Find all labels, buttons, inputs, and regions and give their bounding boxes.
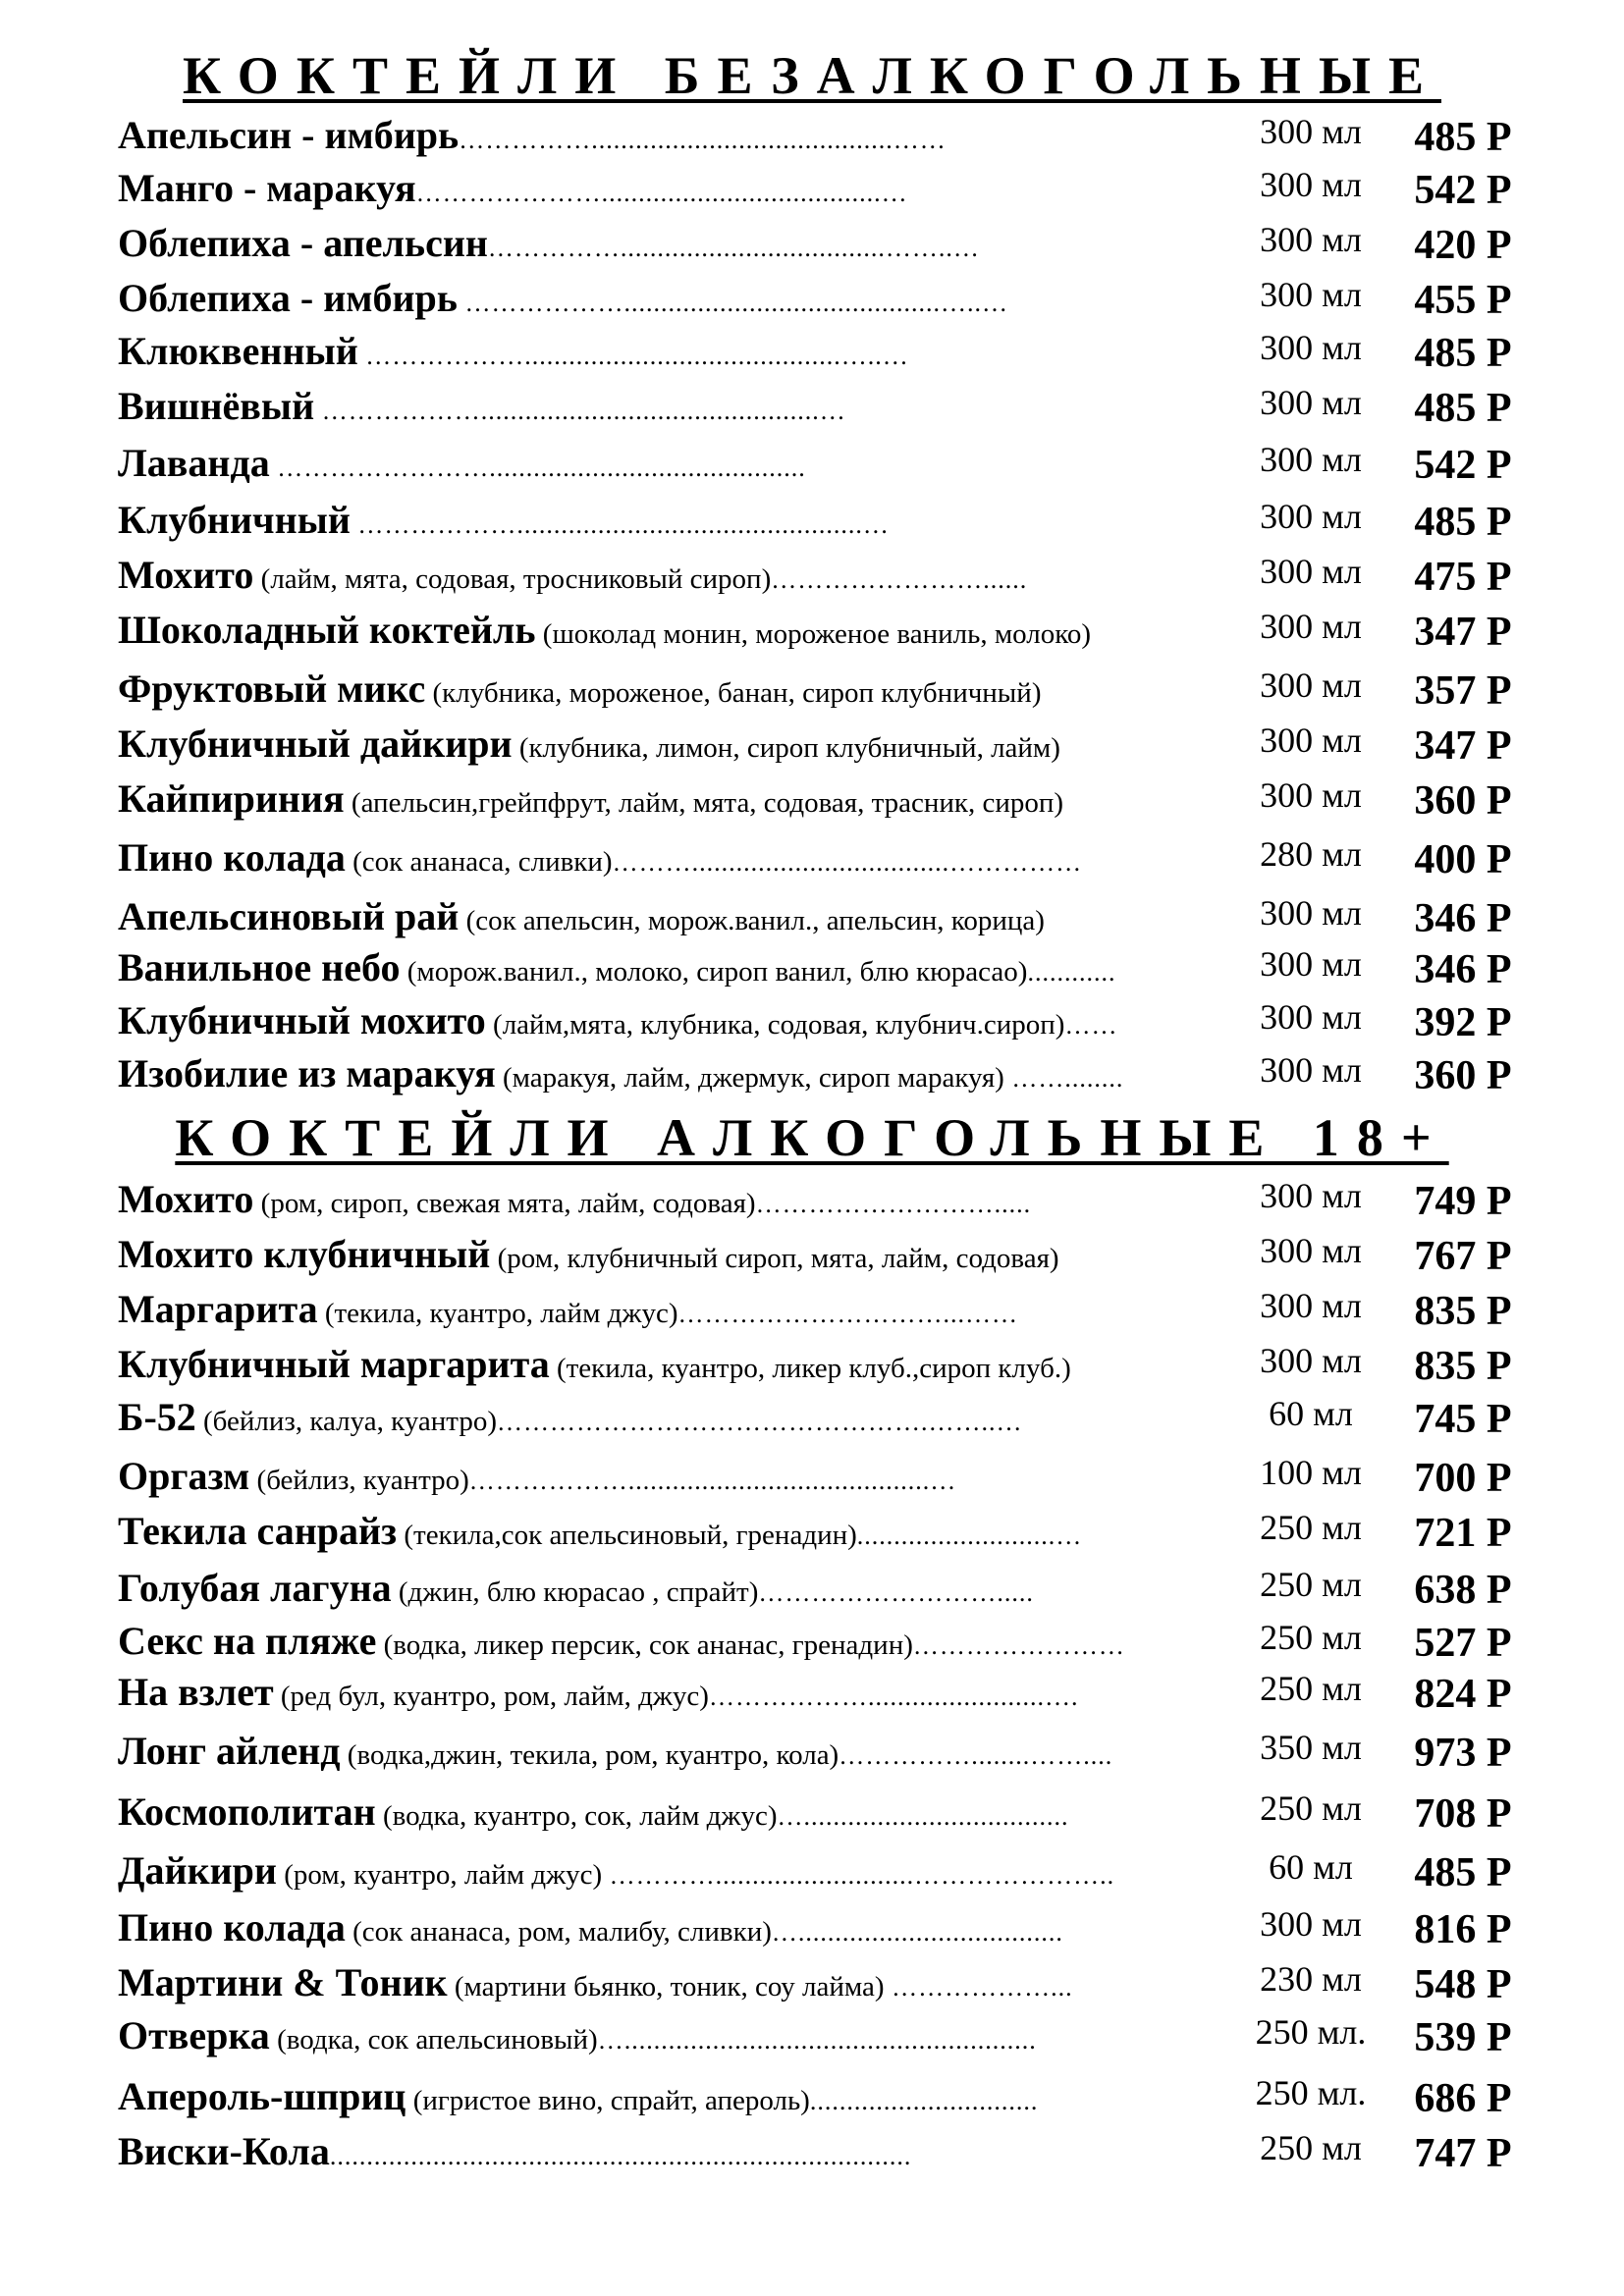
leader-dots: ………………...............................................… (350, 510, 890, 539)
leader-dots: ………………... (884, 1973, 1073, 2002)
item-description-line (118, 1046, 1198, 1110)
menu-item (0, 108, 1624, 163)
leader-dots: …………...........................………………….. (602, 1861, 1115, 1890)
item-volume: 300 мл (1260, 440, 1362, 479)
item-volume: 300 мл (1260, 1231, 1362, 1270)
leader-dots: ………...................................…………… (612, 848, 1083, 877)
item-volume: 300 мл (1260, 275, 1362, 314)
leader-dots: ............ (1027, 958, 1116, 987)
item-ingredients: (лайм, мята, содовая, тросниковый сироп) (253, 563, 772, 595)
item-description-line (118, 379, 1198, 443)
menu-item (0, 1955, 1624, 2010)
item-volume: 250 мл. (1255, 2012, 1367, 2052)
menu-item (0, 603, 1624, 658)
item-price: 700 Р (1414, 1456, 1512, 1501)
menu-item (0, 1227, 1624, 1282)
leader-dots: ………………...........................................…..… (357, 342, 909, 370)
menu-item (0, 1561, 1624, 1616)
item-name: Мартини & Тоник (118, 1960, 448, 2004)
item-description-line (118, 1724, 1198, 1788)
item-price: 542 Р (1414, 443, 1512, 488)
menu-item (0, 1504, 1624, 1559)
item-name: Оргазм (118, 1454, 250, 1498)
leader-dots: ………………..............................................… (314, 397, 846, 425)
section-title-nonalcoholic: КОКТЕЙЛИ БЕЗАЛКОГОЛЬНЫЕ (183, 46, 1441, 105)
item-price: 357 Р (1414, 668, 1512, 714)
menu-item (0, 830, 1624, 885)
item-price: 721 Р (1414, 1511, 1512, 1556)
item-volume: 300 мл (1260, 666, 1362, 705)
item-description-line (118, 603, 1198, 667)
item-name: Апероль-шприц (118, 2074, 406, 2118)
item-name: Апельсин - имбирь (118, 113, 460, 157)
item-volume: 300 мл (1260, 893, 1362, 933)
item-ingredients: (клубника, лимон, сироп клубничный, лайм) (512, 732, 1060, 764)
item-name: Облепиха - апельсин (118, 221, 488, 265)
item-price: 835 Р (1414, 1289, 1512, 1334)
item-volume: 300 мл (1260, 1176, 1362, 1215)
menu-item (0, 1724, 1624, 1779)
item-volume: 230 мл (1260, 1959, 1362, 1999)
item-volume: 300 мл (1260, 997, 1362, 1037)
item-name: Ванильное небо (118, 945, 401, 989)
menu-item (0, 493, 1624, 548)
item-ingredients: (сок ананаса, сливки) (345, 846, 613, 878)
item-volume: 250 мл (1260, 1565, 1362, 1604)
item-ingredients: (текила,сок апельсиновый, гренадин) (397, 1520, 857, 1551)
item-description-line (118, 436, 1198, 500)
item-name: Дайкири (118, 1848, 277, 1893)
item-ingredients: (апельсин,грейпфрут, лайм, мята, содовая, трасник, сироп) (344, 787, 1064, 819)
item-name: Клюквенный (118, 329, 358, 373)
item-price: 539 Р (1414, 2015, 1512, 2060)
item-name: Клубничный мохито (118, 998, 486, 1042)
menu-item (0, 2008, 1624, 2063)
item-volume: 250 мл. (1255, 2073, 1367, 2112)
item-volume: 300 мл (1260, 497, 1362, 536)
section-title-alcoholic: КОКТЕЙЛИ АЛКОГОЛЬНЫЕ 18+ (175, 1108, 1449, 1167)
item-price: 400 Р (1414, 837, 1512, 882)
item-name: Текила санрайз (118, 1509, 398, 1553)
item-ingredients: (текила, куантро, ликер клуб.,сироп клуб.) (549, 1353, 1071, 1384)
item-name: Космополитан (118, 1789, 376, 1834)
item-volume: 280 мл (1260, 834, 1362, 874)
item-ingredients: (текила, куантро, лайм джус) (317, 1298, 678, 1329)
menu-item (0, 324, 1624, 379)
item-volume: 350 мл (1260, 1728, 1362, 1767)
item-name: Мохито клубничный (118, 1232, 491, 1276)
leader-dots: ……........ (1003, 1064, 1124, 1093)
item-price: 745 Р (1414, 1397, 1512, 1442)
item-volume: 300 мл (1260, 220, 1362, 259)
item-name: Клубничный маргарита (118, 1342, 550, 1386)
item-name: Виски-Кола (118, 2129, 330, 2173)
menu-item (0, 1614, 1624, 1669)
menu-item (0, 1665, 1624, 1720)
item-description-line (118, 1504, 1198, 1568)
item-price: 420 Р (1414, 223, 1512, 268)
item-price: 392 Р (1414, 1000, 1512, 1045)
menu-item (0, 548, 1624, 603)
item-ingredients: (водка, куантро, сок, лайм джус) (375, 1800, 778, 1832)
item-name: Отверка (118, 2013, 270, 2057)
menu-item (0, 1785, 1624, 1840)
item-name: Секс на пляже (118, 1619, 377, 1663)
item-name: Маргарита (118, 1287, 318, 1331)
item-volume: 250 мл (1260, 1789, 1362, 1828)
item-name: Мохито (118, 553, 254, 597)
leader-dots: ............................................................................... (329, 2142, 912, 2170)
menu-item (0, 1172, 1624, 1227)
item-volume: 250 мл (1260, 1669, 1362, 1708)
menu-item (0, 436, 1624, 491)
item-name: Пино колада (118, 835, 346, 880)
leader-dots: ……………....................................……..… (487, 234, 980, 262)
item-price: 360 Р (1414, 1053, 1512, 1098)
item-volume: 300 мл (1260, 944, 1362, 984)
item-ingredients: (водка,джин, текила, ром, куантро, кола) (340, 1739, 839, 1771)
item-volume: 300 мл (1260, 1341, 1362, 1380)
item-price: 360 Р (1414, 778, 1512, 824)
menu-item (0, 1046, 1624, 1101)
leader-dots: ……………………........................................... (269, 454, 806, 482)
item-volume: 300 мл (1260, 328, 1362, 367)
item-name: Кайпириния (118, 776, 345, 821)
item-ingredients: (сок ананаса, ром, малибу, сливки) (345, 1916, 772, 1948)
item-ingredients: (бейлиз, калуа, куантро) (195, 1406, 497, 1437)
item-ingredients: (лайм,мята, клубника, содовая, клубнич.сироп) (485, 1009, 1065, 1041)
item-name: Голубая лагуна (118, 1566, 392, 1610)
item-volume: 60 мл (1269, 1847, 1353, 1887)
leader-dots: ………………………………………….……..… (497, 1408, 1023, 1436)
item-description-line (118, 1785, 1198, 1848)
menu-item (0, 216, 1624, 271)
item-price: 816 Р (1414, 1907, 1512, 1952)
item-ingredients: (ром, сироп, свежая мята, лайм, содовая) (253, 1188, 756, 1219)
menu-item (0, 271, 1624, 326)
leader-dots: …………………………...…… (677, 1300, 1018, 1328)
leader-dots: ……………........…….... (839, 1741, 1113, 1770)
item-price: 747 Р (1414, 2131, 1512, 2176)
item-description-line (118, 1665, 1198, 1729)
leader-dots: …… (1064, 1011, 1118, 1040)
item-ingredients: (ред бул, куантро, ром, лайм, джус) (273, 1681, 709, 1712)
menu-item (0, 993, 1624, 1048)
item-description-line (118, 830, 1198, 894)
menu-item (0, 662, 1624, 717)
leader-dots: ….................................... (777, 1802, 1069, 1831)
item-name: Манго - маракуя (118, 166, 416, 210)
item-description-line (118, 2008, 1198, 2072)
item-price: 686 Р (1414, 2076, 1512, 2121)
item-price: 485 Р (1414, 115, 1512, 160)
item-price: 347 Р (1414, 610, 1512, 655)
item-name: Пино колада (118, 1905, 346, 1949)
item-volume: 300 мл (1260, 775, 1362, 815)
item-price: 708 Р (1414, 1791, 1512, 1837)
item-ingredients: (водка, сок апельсиновый) (269, 2024, 598, 2056)
leader-dots: ………………........................…. (708, 1682, 1079, 1711)
item-price: 485 Р (1414, 1850, 1512, 1896)
menu-item (0, 2069, 1624, 2124)
item-ingredients: (джин, блю кюрасао , спрайт) (391, 1576, 759, 1608)
item-price: 347 Р (1414, 723, 1512, 769)
item-volume: 300 мл (1260, 552, 1362, 591)
menu-item (0, 1900, 1624, 1955)
menu-item (0, 1282, 1624, 1337)
item-volume: 300 мл (1260, 721, 1362, 760)
menu-item (0, 889, 1624, 944)
item-name: Лаванда (118, 441, 270, 485)
item-price: 542 Р (1414, 168, 1512, 213)
item-volume: 300 мл (1260, 165, 1362, 204)
menu-item (0, 717, 1624, 772)
leader-dots: ….................................... (771, 1918, 1063, 1947)
item-volume: 60 мл (1269, 1394, 1353, 1433)
menu-item (0, 1390, 1624, 1445)
item-ingredients: (водка, ликер персик, сок ананас, гренадин) (376, 1629, 913, 1661)
item-volume: 100 мл (1260, 1453, 1362, 1492)
item-name: Клубничный дайкири (118, 721, 513, 766)
leader-dots: …........................................................ (597, 2026, 1037, 2055)
item-volume: 300 мл (1260, 1286, 1362, 1325)
menu-item (0, 1337, 1624, 1392)
item-volume: 250 мл (1260, 1508, 1362, 1547)
item-name: Лонг айленд (118, 1729, 341, 1773)
item-ingredients: (ром, клубничный сироп, мята, лайм, содовая) (490, 1243, 1059, 1274)
item-volume: 300 мл (1260, 607, 1362, 646)
item-name: Мохито (118, 1177, 254, 1221)
item-name: Фруктовый микс (118, 667, 426, 711)
item-ingredients: (маракуя, лайм, джермук, сироп маракуя) (495, 1062, 1004, 1094)
item-volume: 300 мл (1260, 383, 1362, 422)
item-name: Апельсиновый рай (118, 894, 460, 938)
menu-item (0, 1449, 1624, 1504)
item-name: Шоколадный коктейль (118, 608, 536, 652)
item-name: Б-52 (118, 1395, 196, 1439)
item-price: 749 Р (1414, 1179, 1512, 1224)
item-volume: 250 мл (1260, 1618, 1362, 1657)
item-price: 485 Р (1414, 331, 1512, 376)
leader-dots: ............................... (809, 2087, 1039, 2115)
item-name: Клубничный (118, 498, 351, 542)
item-price: 485 Р (1414, 386, 1512, 431)
item-ingredients: (сок апельсин, морож.ванил., апельсин, корица) (459, 905, 1045, 936)
item-price: 638 Р (1414, 1568, 1512, 1613)
item-volume: 300 мл (1260, 112, 1362, 151)
item-name: Изобилие из маракуя (118, 1051, 496, 1095)
leader-dots: ……………….........................................… (468, 1467, 957, 1495)
item-price: 455 Р (1414, 278, 1512, 323)
menu-item (0, 940, 1624, 995)
item-description-line (118, 2124, 1198, 2188)
item-ingredients: (ром, куантро, лайм джус) (276, 1859, 603, 1891)
item-price: 346 Р (1414, 947, 1512, 992)
item-ingredients: (клубника, мороженое, банан, сироп клубничный) (425, 677, 1042, 709)
item-price: 485 Р (1414, 500, 1512, 545)
item-volume: 300 мл (1260, 1050, 1362, 1090)
menu-item (0, 1843, 1624, 1898)
leader-dots: ………………………..... (758, 1578, 1034, 1607)
item-description-line (118, 772, 1198, 835)
item-name: Вишнёвый (118, 384, 315, 428)
item-price: 835 Р (1414, 1344, 1512, 1389)
item-ingredients: (игристое вино, спрайт, апероль) (406, 2085, 810, 2116)
item-ingredients: (бейлиз, куантро) (249, 1465, 469, 1496)
leader-dots: …………….........................................…… (459, 126, 947, 154)
menu-item (0, 161, 1624, 216)
item-ingredients: (мартини бьянко, тоник, соу лайма) (447, 1971, 885, 2002)
item-volume: 250 мл (1260, 2128, 1362, 2167)
item-description-line (118, 1843, 1198, 1907)
item-ingredients: (морож.ванил., молоко, сироп ванил, блю кюрасао) (400, 956, 1028, 988)
item-price: 824 Р (1414, 1672, 1512, 1717)
leader-dots: …………………… (912, 1631, 1125, 1660)
item-price: 548 Р (1414, 1962, 1512, 2007)
item-name: Облепиха - имбирь (118, 276, 458, 320)
item-description-line (118, 1390, 1198, 1454)
item-price: 475 Р (1414, 555, 1512, 600)
menu-item (0, 2124, 1624, 2179)
leader-dots: …………………......................................… (415, 179, 908, 207)
leader-dots: ……………………...... (771, 565, 1028, 594)
leader-dots: ...........................… (856, 1522, 1083, 1550)
item-price: 973 Р (1414, 1731, 1512, 1776)
item-price: 767 Р (1414, 1234, 1512, 1279)
leader-dots: ………………...........................................…..… (457, 289, 1008, 317)
leader-dots: ………………………..... (755, 1190, 1032, 1218)
item-ingredients: (шоколад монин, мороженое ваниль, молоко) (535, 618, 1092, 650)
menu-item (0, 379, 1624, 434)
item-volume: 300 мл (1260, 1904, 1362, 1944)
item-name: На взлет (118, 1670, 274, 1714)
item-price: 527 Р (1414, 1621, 1512, 1666)
item-price: 346 Р (1414, 896, 1512, 941)
menu-item (0, 772, 1624, 827)
